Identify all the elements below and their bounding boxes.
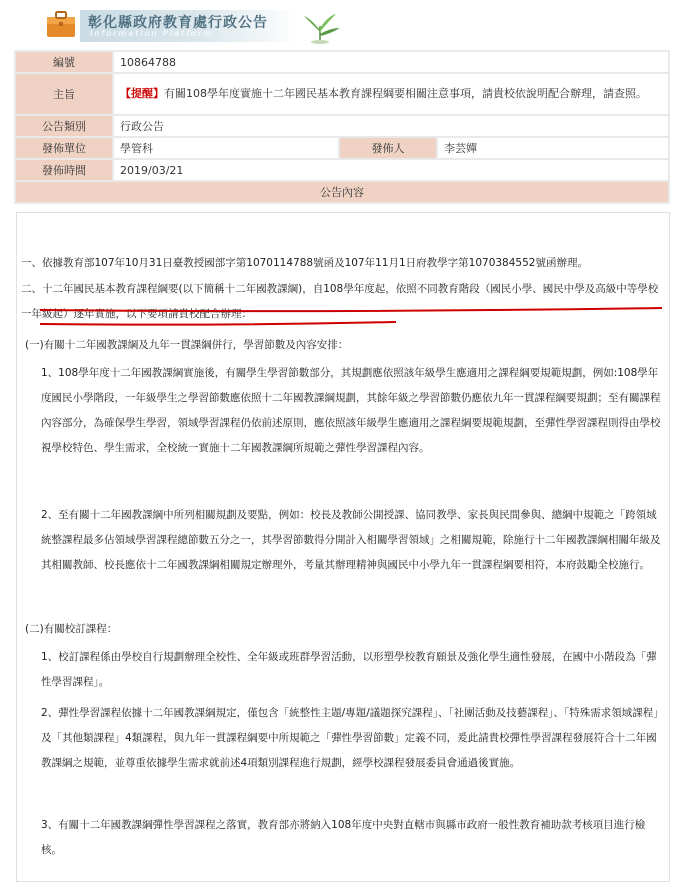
site-subtitle: Information Platform: [90, 29, 213, 38]
value-publisher: 李芸嬋: [438, 138, 668, 158]
content-heading: 公告內容: [16, 182, 668, 202]
section-2-item-3: 3、有關十二年國教課綱彈性學習課程之落實，教育部亦將納入108年度中央對直轄市與縣市政府一般性教育補助款考核項目進行檢核。: [41, 819, 646, 856]
label-time: 發佈時間: [16, 160, 112, 180]
row-content-head: [16, 182, 668, 202]
announcement-content: [16, 212, 670, 882]
label-category: 公告類別: [16, 116, 112, 136]
label-subject: 主旨: [16, 74, 112, 114]
value-id: 10864788: [114, 52, 668, 72]
row-time: [16, 160, 668, 180]
section-1-heading: (一)有關十二年國教課綱及九年一貫課綱併行，學習節數及內容安排：: [25, 339, 349, 351]
row-category: [16, 116, 668, 136]
plant-icon: [300, 12, 342, 44]
section-2-item-1: 1、校訂課程係由學校自行規劃辦理全校性、全年級或班群學習活動，以形塑學校教育願景及強化學生適性發展，在國中小階段為「彈性學習課程」。: [41, 651, 657, 688]
section-1-item-2: 2、至有關十二年國教課綱中所列相關規劃及要點，例如：校長及教師公開授課、協同教學、家長與民間參與、總綱中規範之「跨領域統整課程最多佔領域學習課程總節數五分之一，其學習節數得分開計入相關學習領域」之相關規範，除施行十二年國教課綱相關年級及其相關教師、校長應依十二年國教課綱相關規定辦理外，考量其辦理精神與國民中小學九年一貫課程綱要相符，本府鼓勵全校施行。: [41, 509, 661, 571]
subject-tag: 【提醒】: [120, 87, 164, 100]
value-category: 行政公告: [114, 116, 668, 136]
label-publisher: 發佈人: [340, 138, 436, 158]
announcement-info-table: [14, 50, 670, 204]
briefcase-icon: [46, 10, 76, 38]
row-subject: [16, 74, 668, 114]
section-1-item-1: 1、108學年度十二年國教課綱實施後，有關學生學習節數部分，其規劃應依照該年級學生應適用之課程綱要規範規劃，例如:108學年度國民小學階段，一年級學生之學習節數應依照十二年國教課綱規劃，其餘年級之學習節數仍應依九年一貫課程綱要規劃；至有關課程內容部分，為確保學生學習，領域學習課程仍依前述原則，應依照該年級學生應適用之課程綱要規範規劃，至彈性學習課程則得由學校視學校特色、學生需求，全校統一實施十二年國教課綱所規範之彈性學習課程內容。: [41, 367, 661, 454]
row-id: [16, 52, 668, 72]
header: [0, 0, 684, 48]
value-unit: 學管科: [114, 138, 338, 158]
section-2-heading: (二)有關校訂課程：: [25, 623, 118, 635]
value-time: 2019/03/21: [114, 160, 668, 180]
section-2-item-2: 2、彈性學習課程依據十二年國教課綱規定，僅包含「統整性主題/專題/議題探究課程」、「社團活動及技藝課程」、「特殊需求領域課程」及「其他類課程」4類課程，與九年一貫課程綱要中所規範之「彈性學習節數」定義不同，爰此請貴校彈性學習課程發展符合十二年國教課綱之規範，並尊重依據學生需求就前述4項類別課程進行規劃，經學校課程發展委員會通過後實施。: [41, 707, 664, 769]
label-unit: 發佈單位: [16, 138, 112, 158]
subject-text: 有關108學年度實施十二年國民基本教育課程綱要相關注意事項，請貴校依說明配合辦理，請查照。: [164, 87, 647, 100]
site-title: 彰化縣政府教育處行政公告: [88, 15, 268, 31]
value-subject: [114, 74, 668, 114]
banner: [80, 10, 298, 42]
paragraph-2: 二、十二年國民基本教育課程綱要(以下簡稱十二年國教課綱)，自108學年度起，依照不同教育階段（國民小學、國民中學及高級中等學校一年級起）逐年實施，以下要項請貴校配合辦理：: [21, 283, 659, 320]
label-id: 編號: [16, 52, 112, 72]
paragraph-1: 一、依據教育部107年10月31日臺教授國部字第1070114788號函及107年11月1日府教學字第1070384552號函辦理。: [21, 257, 588, 269]
row-unit: [16, 138, 668, 158]
